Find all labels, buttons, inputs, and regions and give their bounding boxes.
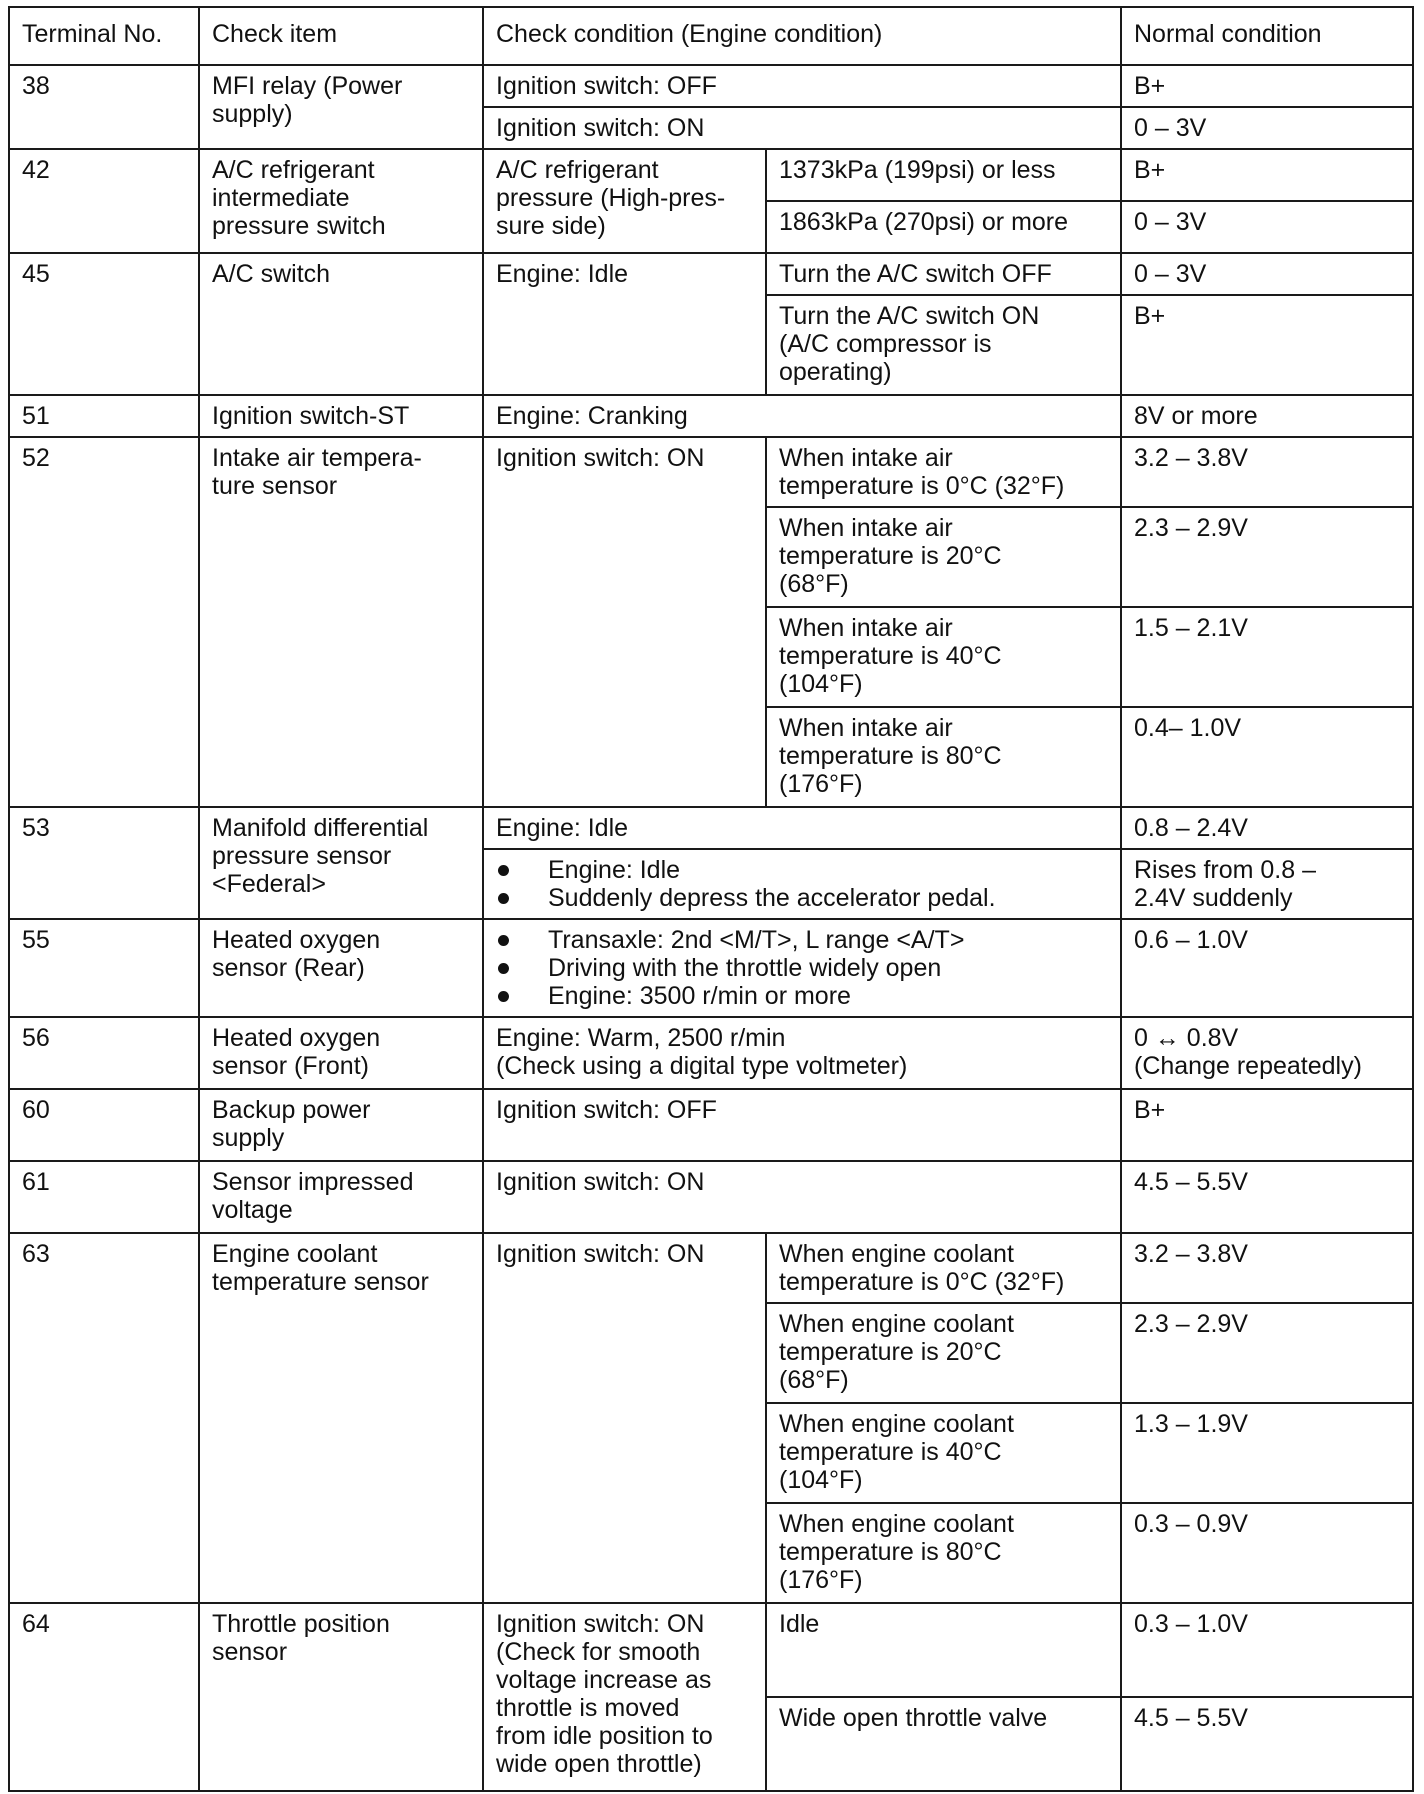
table-row	[9, 807, 1413, 849]
sub-condition-cell: Idle	[766, 1603, 1121, 1697]
terminal-cell: 60	[9, 1089, 199, 1161]
condition-cell: Engine: Idle	[483, 807, 1121, 849]
table-row	[9, 1017, 1413, 1089]
bullet-item: Suddenly depress the accelerator pedal.	[496, 884, 1110, 912]
normal-cell: 0 – 3V	[1121, 253, 1413, 295]
table-row	[9, 1233, 1413, 1303]
terminal-cell: 53	[9, 807, 199, 919]
normal-cell: 8V or more	[1121, 395, 1413, 437]
sub-condition-cell: 1863kPa (270psi) or more	[766, 201, 1121, 253]
sub-condition-cell: 1373kPa (199psi) or less	[766, 149, 1121, 201]
bullet-item: Transaxle: 2nd <M/T>, L range <A/T>	[496, 926, 1110, 954]
check-item-cell: Heated oxygen sensor (Rear)	[199, 919, 483, 1017]
table-row	[9, 395, 1413, 437]
normal-cell: B+	[1121, 65, 1413, 107]
check-item-cell: MFI relay (Power supply)	[199, 65, 483, 149]
terminal-cell: 55	[9, 919, 199, 1017]
sub-condition-cell: When engine coolant temperature is 80°C (176°F)	[766, 1503, 1121, 1603]
normal-cell: 3.2 – 3.8V	[1121, 1233, 1413, 1303]
normal-cell: 0.6 – 1.0V	[1121, 919, 1413, 1017]
bullet-item: Driving with the throttle widely open	[496, 954, 1110, 982]
normal-cell: 2.3 – 2.9V	[1121, 1303, 1413, 1403]
terminal-cell: 42	[9, 149, 199, 253]
table-row	[9, 65, 1413, 107]
condition-cell	[483, 849, 1121, 919]
normal-cell: 0.8 – 2.4V	[1121, 807, 1413, 849]
check-item-cell: A/C refrigerant intermediate pressure switch	[199, 149, 483, 253]
bullet-item: Engine: Idle	[496, 856, 1110, 884]
normal-cell: 4.5 – 5.5V	[1121, 1697, 1413, 1791]
condition-cell: Ignition switch: ON	[483, 1233, 766, 1603]
normal-cell: Rises from 0.8 – 2.4V suddenly	[1121, 849, 1413, 919]
condition-cell: Ignition switch: OFF	[483, 65, 1121, 107]
check-item-cell: Intake air tempera- ture sensor	[199, 437, 483, 807]
check-item-cell: A/C switch	[199, 253, 483, 395]
header-check-condition: Check condition (Engine condition)	[483, 7, 1121, 65]
table-row	[9, 1603, 1413, 1697]
normal-cell: 0 ↔ 0.8V (Change repeatedly)	[1121, 1017, 1413, 1089]
condition-cell: Ignition switch: OFF	[483, 1089, 1121, 1161]
normal-cell: 3.2 – 3.8V	[1121, 437, 1413, 507]
terminal-check-table	[8, 6, 1414, 1792]
check-item-cell: Engine coolant temperature sensor	[199, 1233, 483, 1603]
normal-cell: 0 – 3V	[1121, 201, 1413, 253]
condition-cell: A/C refrigerant pressure (High-pres- sure side)	[483, 149, 766, 253]
table-row	[9, 149, 1413, 201]
table-row	[9, 919, 1413, 1017]
check-item-cell: Throttle position sensor	[199, 1603, 483, 1791]
condition-cell: Ignition switch: ON	[483, 437, 766, 807]
terminal-cell: 51	[9, 395, 199, 437]
terminal-cell: 64	[9, 1603, 199, 1791]
terminal-cell: 63	[9, 1233, 199, 1603]
header-terminal: Terminal No.	[9, 7, 199, 65]
normal-cell: 0 – 3V	[1121, 107, 1413, 149]
table-row	[9, 1089, 1413, 1161]
sub-condition-cell: When intake air temperature is 0°C (32°F)	[766, 437, 1121, 507]
normal-cell: B+	[1121, 295, 1413, 395]
sub-condition-cell: Turn the A/C switch OFF	[766, 253, 1121, 295]
normal-cell: 2.3 – 2.9V	[1121, 507, 1413, 607]
condition-cell: Ignition switch: ON (Check for smooth voltage increase as throttle is moved from idle position to wide open throttle)	[483, 1603, 766, 1791]
normal-cell: 0.4– 1.0V	[1121, 707, 1413, 807]
terminal-cell: 38	[9, 65, 199, 149]
normal-cell: 0.3 – 1.0V	[1121, 1603, 1413, 1697]
normal-cell: B+	[1121, 149, 1413, 201]
table-row	[9, 1161, 1413, 1233]
table-row	[9, 437, 1413, 507]
condition-bullet-list	[496, 856, 1110, 912]
condition-bullet-list	[496, 926, 1110, 1010]
sub-condition-cell: When intake air temperature is 20°C (68°F)	[766, 507, 1121, 607]
normal-cell: 1.3 – 1.9V	[1121, 1403, 1413, 1503]
sub-condition-cell: When engine coolant temperature is 20°C (68°F)	[766, 1303, 1121, 1403]
sub-condition-cell: When intake air temperature is 80°C (176°F)	[766, 707, 1121, 807]
condition-cell: Ignition switch: ON	[483, 107, 1121, 149]
terminal-check-table-wrap	[8, 6, 1412, 1788]
bullet-item: Engine: 3500 r/min or more	[496, 982, 1110, 1010]
header-check-item: Check item	[199, 7, 483, 65]
condition-cell: Ignition switch: ON	[483, 1161, 1121, 1233]
check-item-cell: Heated oxygen sensor (Front)	[199, 1017, 483, 1089]
header-normal-condition: Normal condition	[1121, 7, 1413, 65]
check-item-cell: Manifold differential pressure sensor <Federal>	[199, 807, 483, 919]
normal-cell: 1.5 – 2.1V	[1121, 607, 1413, 707]
sub-condition-cell: When engine coolant temperature is 0°C (32°F)	[766, 1233, 1121, 1303]
check-item-cell: Ignition switch-ST	[199, 395, 483, 437]
sub-condition-cell: When intake air temperature is 40°C (104°F)	[766, 607, 1121, 707]
sub-condition-cell: Wide open throttle valve	[766, 1697, 1121, 1791]
terminal-cell: 52	[9, 437, 199, 807]
condition-cell	[483, 919, 1121, 1017]
normal-cell: 4.5 – 5.5V	[1121, 1161, 1413, 1233]
table-row	[9, 253, 1413, 295]
terminal-cell: 56	[9, 1017, 199, 1089]
sub-condition-cell: Turn the A/C switch ON (A/C compressor is operating)	[766, 295, 1121, 395]
condition-cell: Engine: Idle	[483, 253, 766, 395]
condition-cell: Engine: Cranking	[483, 395, 1121, 437]
condition-cell: Engine: Warm, 2500 r/min (Check using a digital type voltmeter)	[483, 1017, 1121, 1089]
normal-cell: 0.3 – 0.9V	[1121, 1503, 1413, 1603]
normal-cell: B+	[1121, 1089, 1413, 1161]
terminal-cell: 45	[9, 253, 199, 395]
sub-condition-cell: When engine coolant temperature is 40°C (104°F)	[766, 1403, 1121, 1503]
check-item-cell: Backup power supply	[199, 1089, 483, 1161]
terminal-cell: 61	[9, 1161, 199, 1233]
check-item-cell: Sensor impressed voltage	[199, 1161, 483, 1233]
header-row	[9, 7, 1413, 65]
